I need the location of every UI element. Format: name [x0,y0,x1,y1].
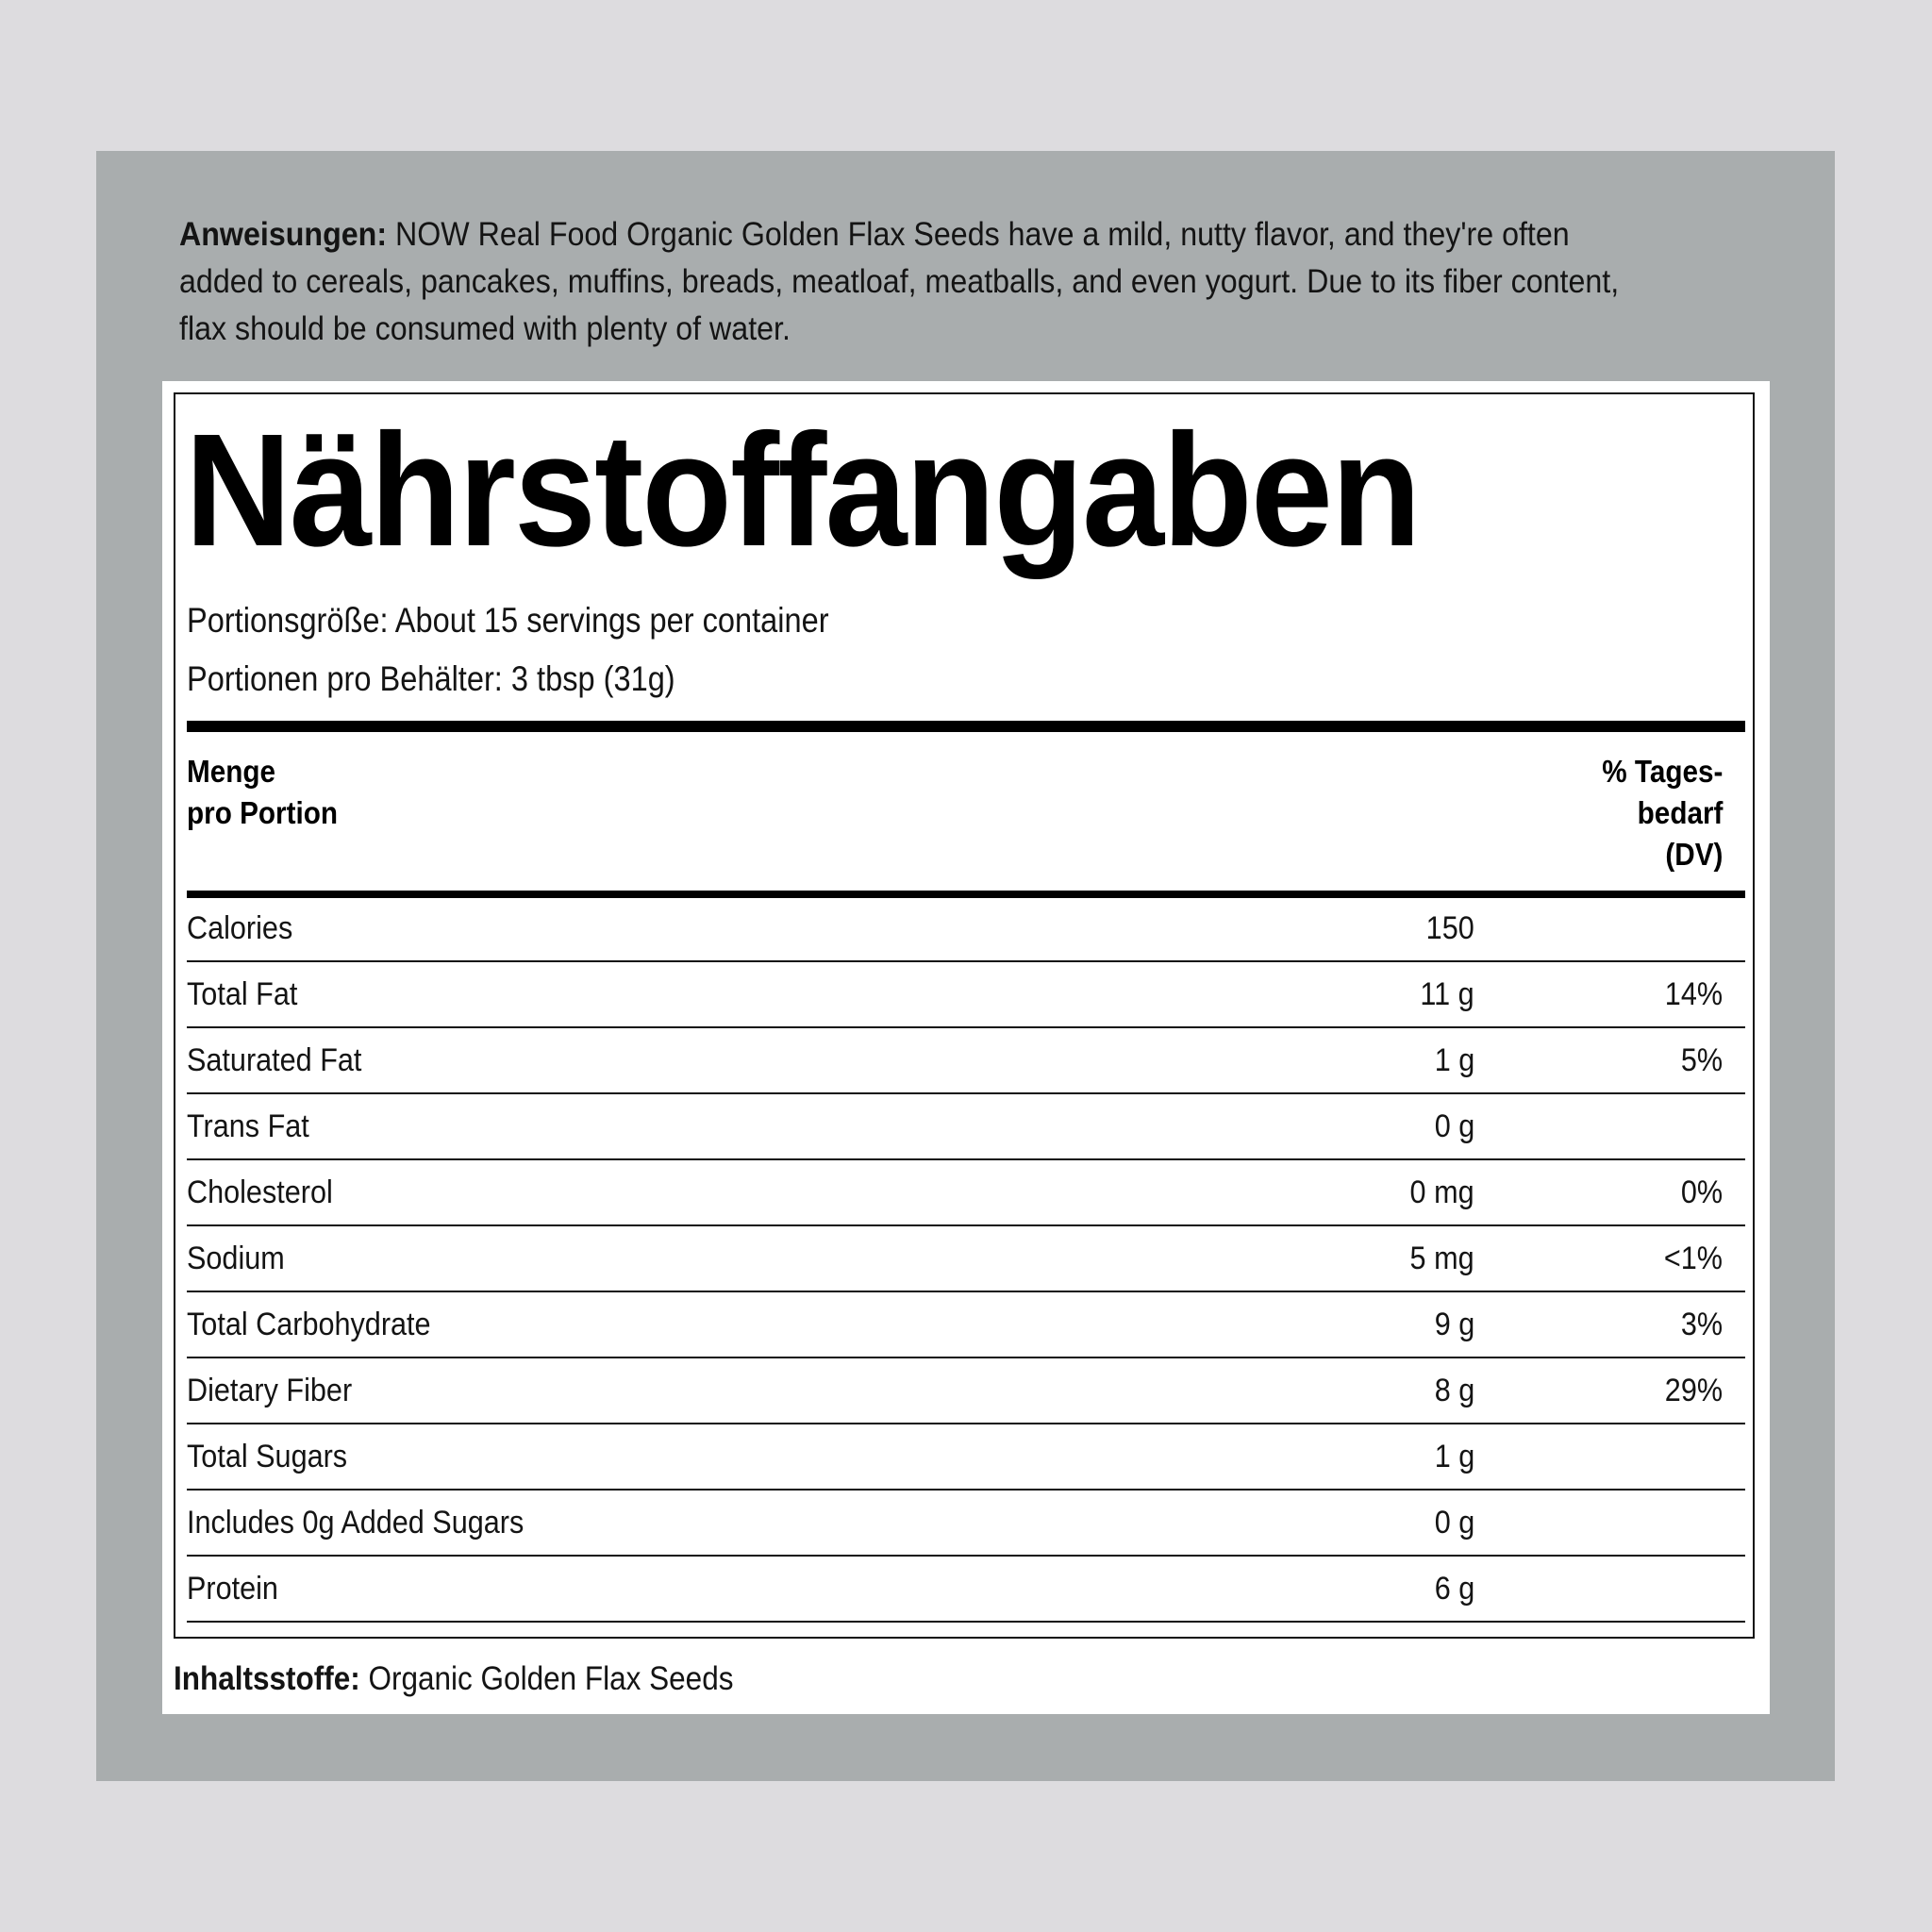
daily-value-header [1602,751,1723,875]
nutrient-name: Trans Fat [187,1108,309,1144]
header-left-line-1: Menge [187,754,276,789]
directions-line-2: added to cereals, pancakes, muffins, breads, meatloaf, meatballs, and even yogurt. Due to its fiber content, [179,263,1620,300]
nutrient-name: Sodium [187,1241,285,1276]
nutrient-dv: 29% [1664,1373,1723,1408]
nutrient-dv: 5% [1680,1042,1723,1078]
directions-line-3: flax should be consumed with plenty of water. [179,310,791,347]
table-row [187,1094,1745,1160]
thick-divider-top [187,721,1745,732]
nutrient-amount: 8 g [1434,1373,1474,1408]
nutrient-name: Cholesterol [187,1174,333,1210]
nutrient-dv: 14% [1664,976,1723,1012]
amount-per-serving-header [187,751,338,834]
header-right-line-2: bedarf [1637,795,1723,830]
table-row [187,962,1745,1028]
nutrient-amount: 0 mg [1409,1174,1474,1210]
directions-line-1-text: NOW Real Food Organic Golden Flax Seeds have a mild, nutty flavor, and they're often [395,216,1570,253]
nutrient-amount: 1 g [1434,1042,1474,1078]
ingredients-value: Organic Golden Flax Seeds [359,1660,734,1697]
header-right-line-3: (DV) [1664,837,1723,872]
nutrient-dv: <1% [1663,1241,1723,1276]
nutrient-amount: 150 [1425,910,1474,946]
table-row [187,1557,1745,1623]
nutrient-amount: 0 g [1434,1108,1474,1144]
nutrient-amount: 5 mg [1409,1241,1474,1276]
header-right-line-1: % Tages- [1601,754,1723,789]
directions-label: Anweisungen: [179,216,388,253]
ingredients-text [174,1658,733,1700]
directions-line-1 [179,211,1646,258]
table-row [187,1491,1745,1557]
nutrient-amount: 11 g [1420,976,1474,1012]
ingredients-label: Inhaltsstoffe: [174,1660,360,1697]
nutrient-name: Total Sugars [187,1439,348,1474]
nutrient-amount: 6 g [1434,1571,1474,1607]
table-row [187,896,1745,962]
nutrient-name: Calories [187,910,293,946]
servings-per-container: Portionen pro Behälter: 3 tbsp (31g) [187,659,675,698]
nutrient-table [187,896,1745,1623]
table-row [187,1292,1745,1358]
nutrient-name: Includes 0g Added Sugars [187,1505,525,1541]
table-row [187,1424,1745,1491]
directions-text [179,211,1646,353]
nutrient-name: Protein [187,1571,278,1607]
table-row [187,1160,1745,1226]
nutrient-amount: 1 g [1434,1439,1474,1474]
nutrient-dv: 0% [1680,1174,1723,1210]
header-left-line-2: pro Portion [187,795,339,830]
nutrient-amount: 0 g [1434,1505,1474,1541]
nutrient-name: Total Carbohydrate [187,1307,431,1342]
nutrient-amount: 9 g [1434,1307,1474,1342]
nutrition-title: Nährstoffangaben [185,401,1420,580]
nutrient-dv: 3% [1680,1307,1723,1342]
table-row [187,1226,1745,1292]
table-row [187,1028,1745,1094]
table-row [187,1358,1745,1424]
serving-size: Portionsgröße: About 15 servings per container [187,601,829,640]
nutrient-name: Total Fat [187,976,298,1012]
nutrient-name: Saturated Fat [187,1042,362,1078]
nutrient-name: Dietary Fiber [187,1373,353,1408]
